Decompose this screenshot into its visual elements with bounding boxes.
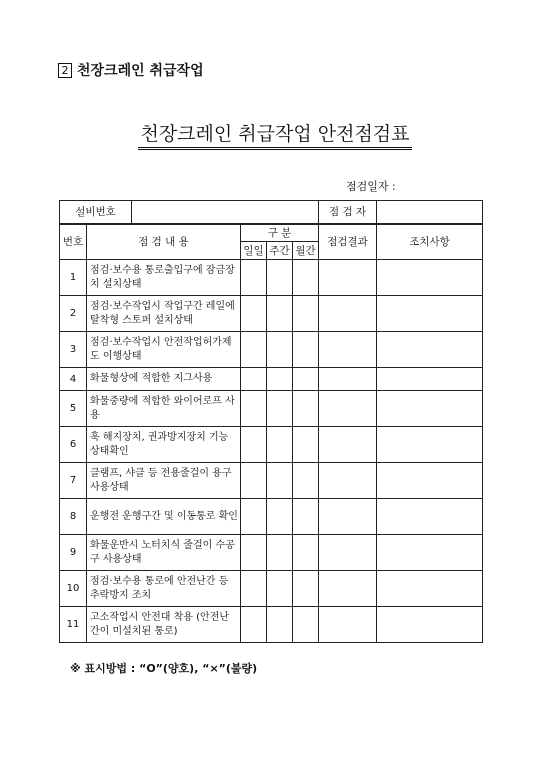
action-cell[interactable] — [377, 332, 483, 368]
table-row — [60, 332, 483, 368]
monthly-check-cell[interactable] — [293, 535, 319, 571]
action-cell[interactable] — [377, 499, 483, 535]
header-monthly: 월간 — [293, 242, 319, 260]
row-number: 5 — [60, 391, 87, 427]
table-row — [60, 296, 483, 332]
table-row — [60, 391, 483, 427]
action-cell[interactable] — [377, 571, 483, 607]
row-content: 화물중량에 적합한 와이어로프 사용 — [87, 391, 241, 427]
row-number: 6 — [60, 427, 87, 463]
result-cell[interactable] — [319, 296, 377, 332]
row-content: 클램프, 샤클 등 전용줄걸이 용구 사용상태 — [87, 463, 241, 499]
row-number: 7 — [60, 463, 87, 499]
row-content: 훅 해지장치, 권과방지장치 기능 상태확인 — [87, 427, 241, 463]
daily-check-cell[interactable] — [241, 427, 267, 463]
table-header-row-1 — [60, 224, 483, 242]
daily-check-cell[interactable] — [241, 607, 267, 643]
table-row — [60, 499, 483, 535]
header-daily: 일일 — [241, 242, 267, 260]
action-cell[interactable] — [377, 368, 483, 391]
table-row — [60, 260, 483, 296]
weekly-check-cell[interactable] — [267, 607, 293, 643]
weekly-check-cell[interactable] — [267, 260, 293, 296]
table-row — [60, 571, 483, 607]
equipment-no-label: 설비번호 — [60, 201, 132, 224]
daily-check-cell[interactable] — [241, 571, 267, 607]
monthly-check-cell[interactable] — [293, 571, 319, 607]
row-number: 3 — [60, 332, 87, 368]
row-number: 8 — [60, 499, 87, 535]
daily-check-cell[interactable] — [241, 260, 267, 296]
result-cell[interactable] — [319, 571, 377, 607]
row-content: 점검·보수용 통로에 안전난간 등 추락방지 조치 — [87, 571, 241, 607]
row-content: 운행전 운행구간 및 이동통로 확인 — [87, 499, 241, 535]
row-number: 11 — [60, 607, 87, 643]
action-cell[interactable] — [377, 391, 483, 427]
monthly-check-cell[interactable] — [293, 427, 319, 463]
inspector-field[interactable] — [377, 201, 483, 224]
header-period-group: 구 분 — [241, 224, 319, 242]
result-cell[interactable] — [319, 260, 377, 296]
table-row — [60, 368, 483, 391]
weekly-check-cell[interactable] — [267, 571, 293, 607]
action-cell[interactable] — [377, 296, 483, 332]
form-header-row — [60, 201, 483, 224]
inspector-label: 점 검 자 — [319, 201, 377, 224]
header-result: 점검결과 — [319, 224, 377, 260]
section-heading — [58, 60, 204, 80]
result-cell[interactable] — [319, 607, 377, 643]
action-cell[interactable] — [377, 607, 483, 643]
header-content: 점 검 내 용 — [87, 224, 241, 260]
action-cell[interactable] — [377, 260, 483, 296]
monthly-check-cell[interactable] — [293, 368, 319, 391]
inspection-checklist-table — [59, 200, 483, 643]
weekly-check-cell[interactable] — [267, 391, 293, 427]
row-number: 4 — [60, 368, 87, 391]
daily-check-cell[interactable] — [241, 499, 267, 535]
result-cell[interactable] — [319, 391, 377, 427]
table-row — [60, 535, 483, 571]
monthly-check-cell[interactable] — [293, 463, 319, 499]
marking-legend: ※ 표시방법 : “O”(양호), “×”(불량) — [70, 662, 258, 675]
weekly-check-cell[interactable] — [267, 535, 293, 571]
weekly-check-cell[interactable] — [267, 368, 293, 391]
inspection-date-label: 점검일자 : — [346, 180, 396, 193]
result-cell[interactable] — [319, 368, 377, 391]
section-number-box: 2 — [58, 63, 72, 78]
action-cell[interactable] — [377, 463, 483, 499]
result-cell[interactable] — [319, 463, 377, 499]
result-cell[interactable] — [319, 427, 377, 463]
monthly-check-cell[interactable] — [293, 391, 319, 427]
result-cell[interactable] — [319, 332, 377, 368]
daily-check-cell[interactable] — [241, 391, 267, 427]
row-content: 점검·보수용 통로출입구에 잠금장치 설치상태 — [87, 260, 241, 296]
table-row — [60, 607, 483, 643]
weekly-check-cell[interactable] — [267, 332, 293, 368]
row-content: 화물운반시 노터치식 줄걸이 수공구 사용상태 — [87, 535, 241, 571]
weekly-check-cell[interactable] — [267, 427, 293, 463]
row-content: 고소작업시 안전대 착용 (안전난간이 미설치된 통로) — [87, 607, 241, 643]
section-title: 천장크레인 취급작업 — [77, 63, 204, 79]
result-cell[interactable] — [319, 499, 377, 535]
result-cell[interactable] — [319, 535, 377, 571]
row-content: 점검·보수작업시 작업구간 레일에 탈착형 스토퍼 설치상태 — [87, 296, 241, 332]
header-action: 조치사항 — [377, 224, 483, 260]
daily-check-cell[interactable] — [241, 463, 267, 499]
monthly-check-cell[interactable] — [293, 260, 319, 296]
action-cell[interactable] — [377, 535, 483, 571]
header-weekly: 주간 — [267, 242, 293, 260]
row-number: 1 — [60, 260, 87, 296]
daily-check-cell[interactable] — [241, 535, 267, 571]
monthly-check-cell[interactable] — [293, 499, 319, 535]
header-no: 번호 — [60, 224, 87, 260]
row-content: 화물형상에 적합한 지그사용 — [87, 368, 241, 391]
row-content: 점검·보수작업시 안전작업허가제도 이행상태 — [87, 332, 241, 368]
daily-check-cell[interactable] — [241, 368, 267, 391]
row-number: 10 — [60, 571, 87, 607]
table-row — [60, 463, 483, 499]
monthly-check-cell[interactable] — [293, 332, 319, 368]
table-row — [60, 427, 483, 463]
monthly-check-cell[interactable] — [293, 296, 319, 332]
equipment-no-field[interactable] — [132, 201, 319, 224]
document-title-text: 천장크레인 취급작업 안전점검표 — [138, 119, 411, 150]
daily-check-cell[interactable] — [241, 332, 267, 368]
document-title — [0, 119, 550, 150]
monthly-check-cell[interactable] — [293, 607, 319, 643]
row-number: 2 — [60, 296, 87, 332]
weekly-check-cell[interactable] — [267, 499, 293, 535]
weekly-check-cell[interactable] — [267, 463, 293, 499]
daily-check-cell[interactable] — [241, 296, 267, 332]
weekly-check-cell[interactable] — [267, 296, 293, 332]
action-cell[interactable] — [377, 427, 483, 463]
row-number: 9 — [60, 535, 87, 571]
